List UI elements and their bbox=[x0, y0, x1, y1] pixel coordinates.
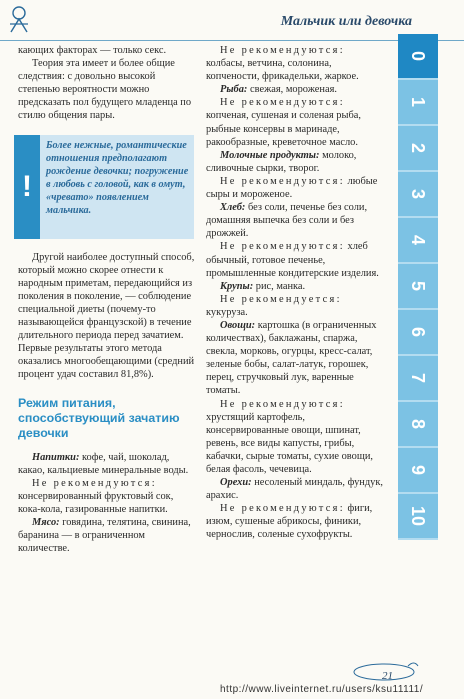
diet-item-label: Не рекомендуется: bbox=[220, 293, 342, 305]
diet-item bbox=[206, 149, 386, 175]
chapter-tabs bbox=[398, 34, 438, 594]
chapter-tab[interactable]: 4 bbox=[398, 218, 438, 264]
diet-item-text: хлеб обычный, готовое печенье, промышленные кондитерские изделия. bbox=[206, 241, 379, 279]
exclamation-icon: ! bbox=[14, 135, 40, 239]
diet-item-text: кукуруза. bbox=[206, 306, 248, 318]
diet-item-label: Овощи: bbox=[220, 319, 256, 331]
diet-item-text: без соли, печенье без соли, домашняя выпечка без соли и без дрожжей. bbox=[206, 202, 368, 240]
diet-item-text: консервированный фруктовый сок, кока-кола, газированные напитки. bbox=[18, 490, 174, 515]
diet-item-text: колбасы, ветчина, солонина, копчености, фрикадельки, жаркое. bbox=[206, 58, 359, 83]
diet-item-text: любые сыры и мороженое. bbox=[206, 175, 378, 201]
chapter-tab[interactable]: 8 bbox=[398, 402, 438, 448]
diet-item bbox=[18, 451, 196, 477]
chapter-tab[interactable]: 2 bbox=[398, 126, 438, 172]
source-url[interactable]: http://www.liveinternet.ru/users/ksu11111/ bbox=[220, 684, 424, 695]
diet-item-label: Не рекомендуются: bbox=[220, 97, 345, 109]
diet-item-text: свежая, мороженая. bbox=[247, 84, 337, 96]
paragraph: Теория эта имеет и более общие следствия: с довольно высокой степенью вероятности можно предсказать пол будущего младенца по стилю общения пары. bbox=[18, 58, 192, 122]
right-column bbox=[206, 44, 386, 542]
diet-item bbox=[206, 476, 386, 502]
diet-item bbox=[206, 240, 386, 279]
chapter-tab[interactable]: 7 bbox=[398, 356, 438, 402]
diet-item bbox=[206, 280, 386, 293]
chapter-tab[interactable]: 9 bbox=[398, 448, 438, 494]
diet-item-label: Не рекомендуются: bbox=[220, 45, 345, 56]
diet-item bbox=[206, 319, 386, 398]
diet-item-text: копченая, сушеная и соленая рыба, рыбные консервы в маринаде, ракообразные, креветочное масло. bbox=[206, 110, 361, 148]
diet-item bbox=[206, 83, 386, 96]
child-logo-icon bbox=[6, 4, 32, 34]
diet-item-text: кофе, чай, шоколад, какао, кальциевые минеральные воды. bbox=[18, 451, 189, 476]
diet-item-label: Хлеб: bbox=[220, 202, 246, 214]
chapter-tab[interactable]: 6 bbox=[398, 310, 438, 356]
diet-item bbox=[206, 293, 386, 319]
diet-item-label: Мясо: bbox=[32, 516, 60, 528]
diet-item-label: Рыба: bbox=[220, 84, 248, 96]
diet-item-label: Не рекомендуются: bbox=[220, 241, 345, 253]
diet-item-label: Не рекомендуются: bbox=[220, 175, 345, 187]
diet-item-text: рис, манка. bbox=[253, 280, 306, 292]
paragraph: Другой наиболее доступный способ, который можно скорее отнести к народным приметам, передающийся из поколения в поколение, — соблюдение специальной диеты (почему-то называющейся французской) в течение длительного периода перед зачатием. Первые результаты этого метода оказались многообещающими (средний процент удач составил 81,8%). bbox=[18, 251, 195, 381]
chapter-tab[interactable]: 5 bbox=[398, 264, 438, 310]
diet-item-label: Не рекомендуются: bbox=[220, 503, 345, 515]
diet-item-label: Крупы: bbox=[220, 280, 254, 292]
diet-item-label: Не рекомендуются: bbox=[220, 398, 345, 410]
callout-text: Более нежные, романтические отношения предполагают рождение девочки; погружение в любовь с головой, как в омут, «чревато» появлением мальчика. bbox=[46, 139, 189, 216]
left-column bbox=[18, 44, 196, 555]
diet-item bbox=[206, 398, 386, 477]
diet-item bbox=[206, 44, 386, 83]
diet-item-label: Не рекомендуются: bbox=[32, 477, 157, 489]
diet-item bbox=[206, 175, 386, 201]
running-header-title: Мальчик или девочка bbox=[280, 14, 412, 29]
diet-item bbox=[206, 96, 386, 148]
diet-item bbox=[206, 502, 386, 541]
diet-item bbox=[206, 201, 386, 240]
diet-item bbox=[18, 516, 196, 555]
chapter-tab[interactable]: 10 bbox=[398, 494, 438, 540]
page-number: 21 bbox=[382, 670, 393, 682]
diet-item-label: Напитки: bbox=[32, 451, 80, 463]
diet-item bbox=[18, 477, 196, 516]
section-title: Режим питания, способствующий зачатию девочки bbox=[18, 395, 180, 440]
chapter-tab[interactable]: 0 bbox=[398, 34, 438, 80]
diet-item-text: фиги, изюм, сушеные абрикосы, финики, чернослив, соленые сухофрукты. bbox=[206, 503, 373, 541]
chapter-tab[interactable]: 3 bbox=[398, 172, 438, 218]
diet-item-text: хрустящий картофель, консервированные овощи, шпинат, ревень, все виды капусты, грибы, кабачки, сырые томаты, сухие овощи, белая фасоль, чечевица. bbox=[206, 411, 373, 475]
paragraph: кающих факторах — только секс. bbox=[18, 45, 167, 56]
diet-item-text: несоленый миндаль, фундук, арахис. bbox=[206, 477, 383, 502]
chapter-tab[interactable]: 1 bbox=[398, 80, 438, 126]
diet-item-text: молоко, сливочные сырки, творог. bbox=[206, 149, 357, 174]
diet-item-label: Молочные продукты: bbox=[220, 149, 320, 161]
callout-box bbox=[14, 135, 194, 239]
diet-item-text: картошка (в ограниченных количествах), баклажаны, спаржа, свекла, морковь, огурцы, кресс-салат, зеленые бобы, салат-латук, горошек, перец, стручковый лук, варенные томаты. bbox=[206, 319, 377, 397]
diet-item-text: говядина, телятина, свинина, баранина — в ограниченном количестве. bbox=[18, 516, 191, 555]
diet-item-label: Орехи: bbox=[220, 477, 252, 489]
